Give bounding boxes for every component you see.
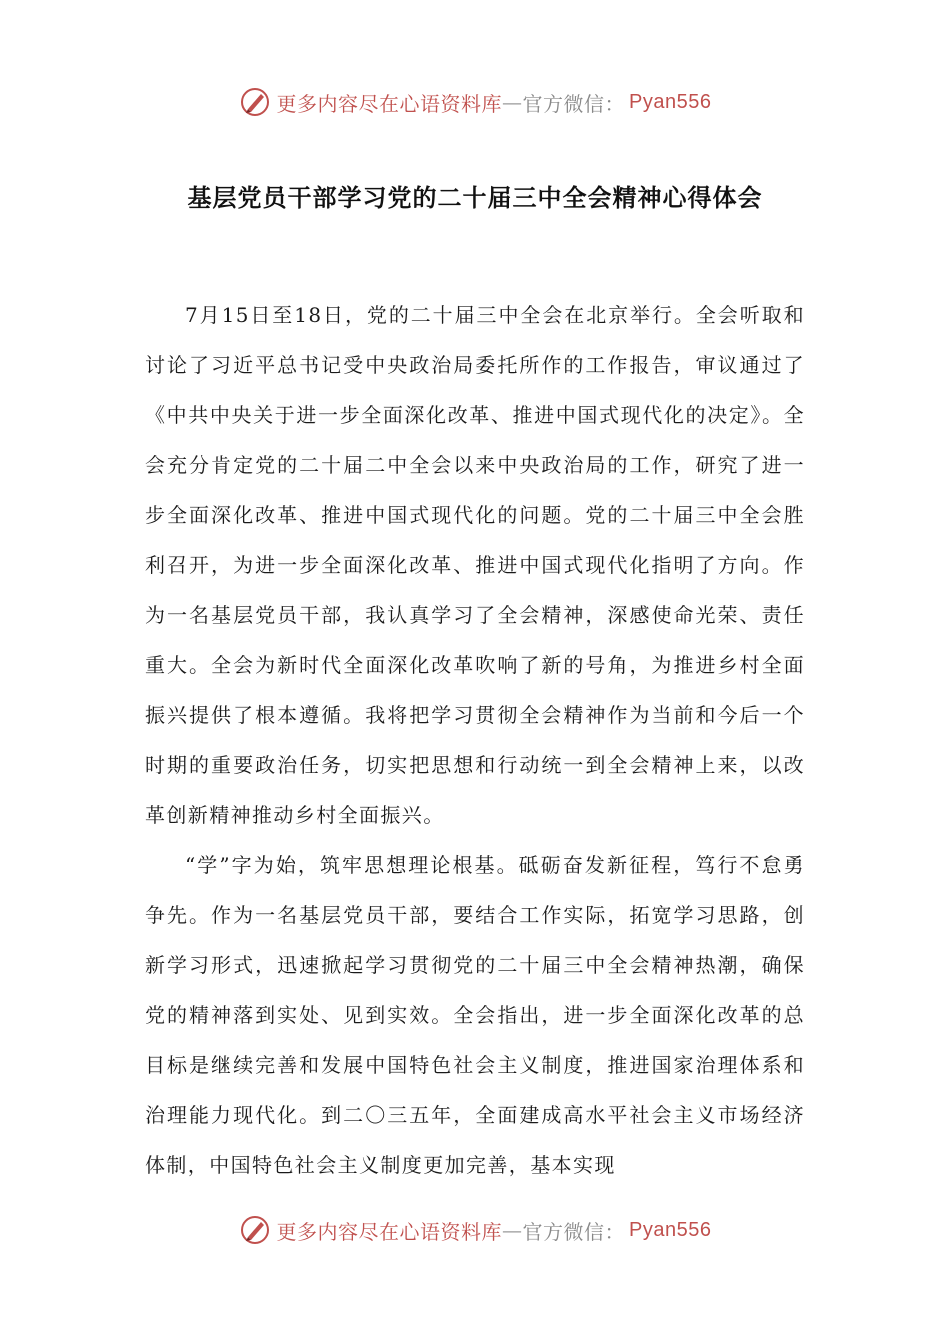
watermark-header [0, 82, 950, 122]
document-body [145, 290, 805, 1190]
watermark-wechat-label: 官方微信： [522, 91, 626, 116]
document-title: 基层党员干部学习党的二十届三中全会精神心得体会 [187, 183, 763, 212]
watermark-wechat-id: Pyan556 [629, 1218, 712, 1241]
watermark-footer [0, 1210, 950, 1250]
watermark-separator: — [502, 1218, 523, 1242]
watermark-brand: 更多内容尽在心语资料库 [276, 91, 503, 116]
pen-logo-icon [239, 1214, 271, 1246]
watermark-brand: 更多内容尽在心语资料库 [276, 1219, 503, 1244]
paragraph-2: “学”字为始，筑牢思想理论根基。砥砺奋发新征程，笃行不怠勇争先。作为一名基层党员干部，要结合工作实际，拓宽学习思路，创新学习形式，迅速掀起学习贯彻党的二十届三中全会精神热潮，确保党的精神落到实处、见到实效。全会指出，进一步全面深化改革的总目标是继续完善和发展中国特色社会主义制度，推进国家治理体系和治理能力现代化。到二〇三五年，全面建成高水平社会主义市场经济体制，中国特色社会主义制度更加完善，基本实现 [145, 853, 805, 1177]
pen-logo-icon [239, 86, 271, 118]
watermark-wechat-id: Pyan556 [629, 90, 712, 113]
watermark-separator: — [502, 90, 523, 114]
paragraph-1: 7月15日至18日，党的二十届三中全会在北京举行。全会听取和讨论了习近平总书记受中央政治局委托所作的工作报告，审议通过了《中共中央关于进一步全面深化改革、推进中国式现代化的决定》。全会充分肯定党的二十届二中全会以来中央政治局的工作，研究了进一步全面深化改革、推进中国式现代化的问题。党的二十届三中全会胜利召开，为进一步全面深化改革、推进中国式现代化指明了方向。作为一名基层党员干部，我认真学习了全会精神，深感使命光荣、责任重大。全会为新时代全面深化改革吹响了新的号角，为推进乡村全面振兴提供了根本遵循。我将把学习贯彻全会精神作为当前和今后一个时期的重要政治任务，切实把思想和行动统一到全会精神上来，以改革创新精神推动乡村全面振兴。 [145, 303, 805, 827]
watermark-wechat-label: 官方微信： [522, 1219, 626, 1244]
